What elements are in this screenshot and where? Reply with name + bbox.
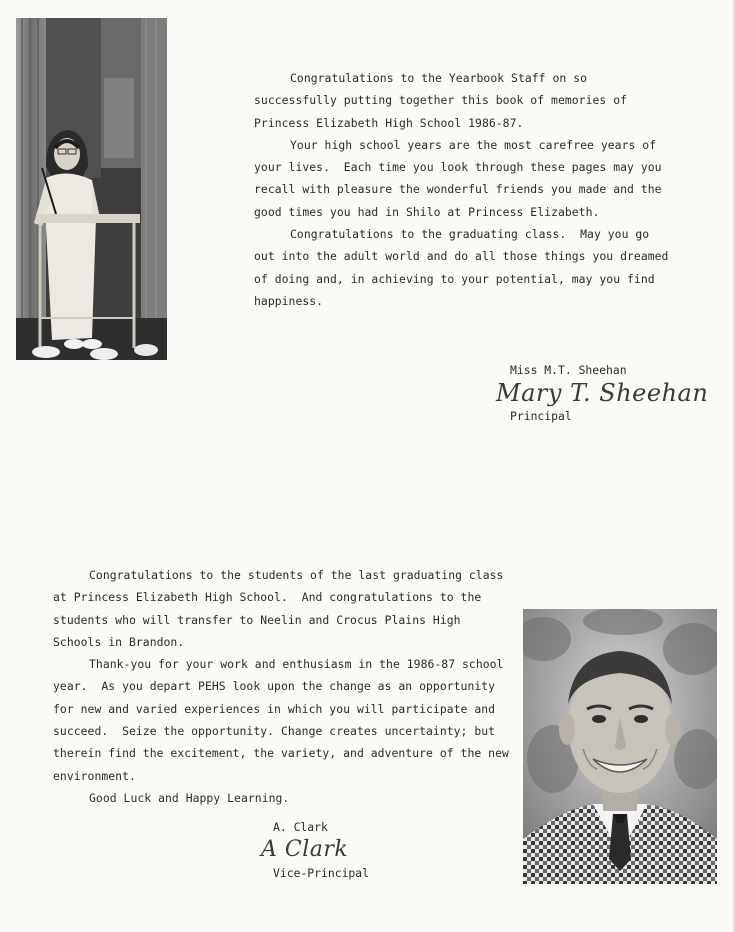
vice-principal-photo-image: [523, 609, 717, 884]
principal-paragraph: Congratulations to the graduating class. May you go out into the adult world and do all those things you dreamed of doing and, in achieving to your potential, may you find happiness.: [254, 227, 676, 308]
principal-photo: [16, 18, 167, 360]
principal-photo-image: [16, 18, 167, 360]
vice-principal-signature-block: [261, 817, 370, 883]
vice-principal-paragraph: Congratulations to the students of the last graduating class at Princess Elizabeth High School. And congratulations to the students who will transfer to Neelin and Crocus Plains High Schools in Brandon.: [53, 568, 511, 649]
principal-paragraph: Congratulations to the Yearbook Staff on so successfully putting together this book of memories of Princess Elizabeth High School 1986-87.: [254, 71, 634, 130]
vice-principal-paragraph: Good Luck and Happy Learning.: [89, 790, 290, 805]
vice-principal-letter: [53, 564, 516, 809]
principal-name: Miss M.T. Sheehan: [510, 363, 627, 377]
principal-paragraph: Your high school years are the most carefree years of your lives. Each time you look through these pages may you recall with pleasure the wonderful friends you made and the good times you had in Shilo at Princess Elizabeth.: [254, 137, 669, 219]
principal-signature: Mary T. Sheehan: [496, 379, 709, 407]
vice-principal-photo: [523, 609, 717, 884]
vice-principal-paragraph: Thank-you for your work and enthusiasm in the 1986-87 school year. As you depart PEHS look upon the change as an opportunity for new and varied experiences in which you will participate and succeed. Seize the opportunity. Change creates uncertainty; but therein find the excitement, the variety, and adventure of the new environment.: [53, 657, 516, 783]
vice-principal-title: Vice-Principal: [273, 866, 370, 880]
vice-principal-name: A. Clark: [273, 820, 328, 834]
principal-title: Principal: [510, 409, 572, 423]
vice-principal-signature: A Clark: [261, 837, 349, 862]
principal-letter: [254, 67, 674, 312]
principal-signature-block: [496, 360, 709, 426]
